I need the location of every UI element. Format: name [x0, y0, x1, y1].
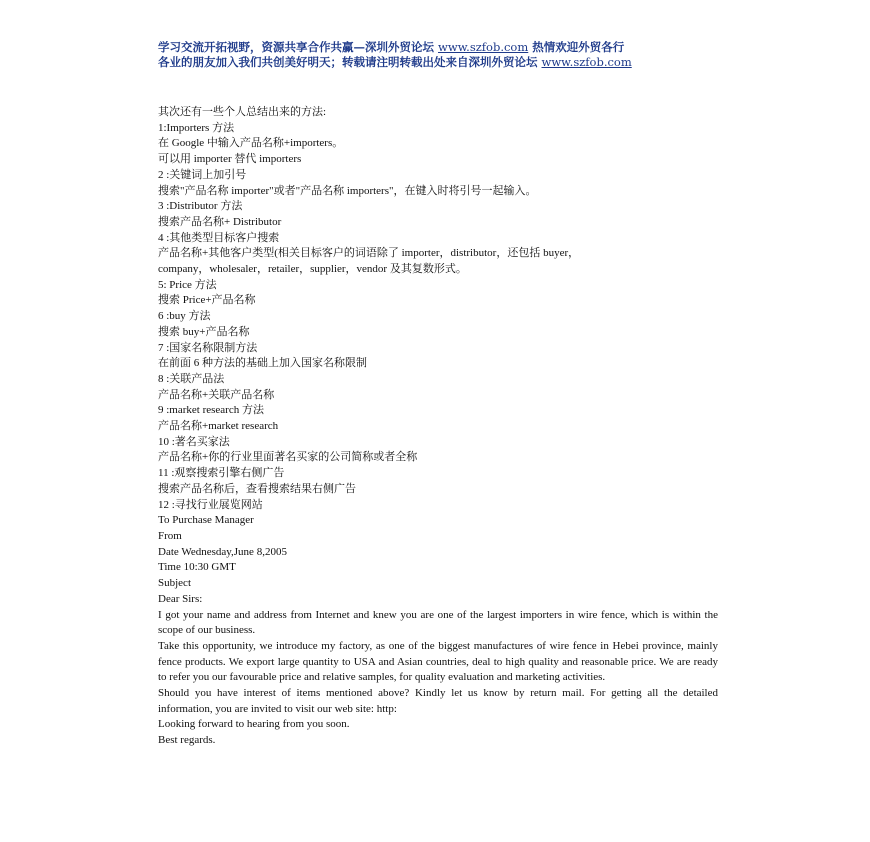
text-line: 在 Google 中输入产品名称+importers。	[158, 137, 344, 150]
text-line: 11 :观察搜索引擎右侧广告	[158, 467, 285, 480]
letter-paragraph: Should you have interest of items mentioned above? Kindly let us know by return mail. For getting all the detailed information, you are invited to visit our web site: http:	[158, 687, 718, 715]
text-line: 7 :国家名称限制方法	[158, 341, 258, 354]
text-line: 2 :关键词上加引号	[158, 168, 247, 181]
text-line: 产品名称+你的行业里面著名买家的公司简称或者全称	[158, 451, 418, 464]
text-line: 产品名称+market research	[158, 420, 279, 433]
text-line: 搜索"产品名称 importer"或者"产品名称 importers"，在键入时将引号一起输入。	[158, 184, 537, 197]
text-line: 8 :关联产品法	[158, 372, 225, 385]
text-line: 4 :其他类型目标客户搜索	[158, 231, 280, 244]
text-line: company，wholesaler，retailer，supplier，vendor 及其复数形式。	[158, 263, 467, 276]
banner-line-2	[158, 55, 758, 70]
letter-signoff: Best regards.	[158, 734, 216, 747]
banner-line-1-tail: 热情欢迎外贸各行	[528, 40, 625, 54]
banner-link-1[interactable]: www.szfob.com	[438, 40, 529, 54]
forum-banner	[158, 40, 758, 70]
text-line: 6 :buy 方法	[158, 310, 211, 323]
text-line: 5: Price 方法	[158, 278, 217, 291]
text-line: 其次还有一些个人总结出来的方法:	[158, 106, 327, 118]
text-line: 在前面 6 种方法的基础上加入国家名称限制	[158, 357, 367, 370]
text-line: 9 :market research 方法	[158, 404, 264, 417]
text-line: 搜索 Price+产品名称	[158, 294, 256, 307]
text-line: 产品名称+关联产品名称	[158, 388, 275, 401]
letter-date: Date Wednesday,June 8,2005	[158, 545, 287, 558]
text-line: 搜索 buy+产品名称	[158, 325, 250, 338]
letter-from: From	[158, 529, 182, 542]
text-line: 搜索产品名称后，查看搜索结果右侧广告	[158, 482, 356, 495]
text-line: 12 :寻找行业展览网站	[158, 498, 263, 511]
document-body	[158, 105, 718, 749]
letter-recipient: To Purchase Manager	[158, 514, 254, 527]
text-line: 1:Importers 方法	[158, 121, 235, 134]
text-line: 可以用 importer 替代 importers	[158, 153, 302, 166]
letter-closing: Looking forward to hearing from you soon.	[158, 718, 350, 731]
text-line: 3 :Distributor 方法	[158, 200, 243, 213]
text-line: 产品名称+其他客户类型(相关目标客户的词语除了 importer，distributor，还包括 buyer，	[158, 247, 580, 260]
text-line: 10 :著名买家法	[158, 435, 230, 448]
letter-subject: Subject	[158, 577, 191, 590]
text-line: 搜索产品名称+ Distributor	[158, 215, 282, 228]
banner-link-2[interactable]: www.szfob.com	[541, 55, 632, 69]
letter-time: Time 10:30 GMT	[158, 561, 236, 574]
letter-paragraph: Take this opportunity, we introduce my factory, as one of the biggest manufactures of wire fence in Hebei province, mainly fence products. We export large quantity to USA and Asian countries, deal to high quality and reasonable price. We are ready to refer you our favourable price and relative samples, for quality evaluation and marketing activities.	[158, 639, 718, 684]
letter-paragraph: I got your name and address from Internet and knew you are one of the largest importers in wire fence, which is within the scope of our business.	[158, 608, 718, 637]
banner-line-1-text: 学习交流开拓视野，资源共享合作共赢—深圳外贸论坛	[158, 40, 439, 54]
banner-line-1	[158, 40, 758, 55]
letter-salutation: Dear Sirs:	[158, 592, 203, 605]
banner-line-2-text: 各业的朋友加入我们共创美好明天；转载请注明转载出处来自深圳外贸论坛	[158, 55, 542, 69]
